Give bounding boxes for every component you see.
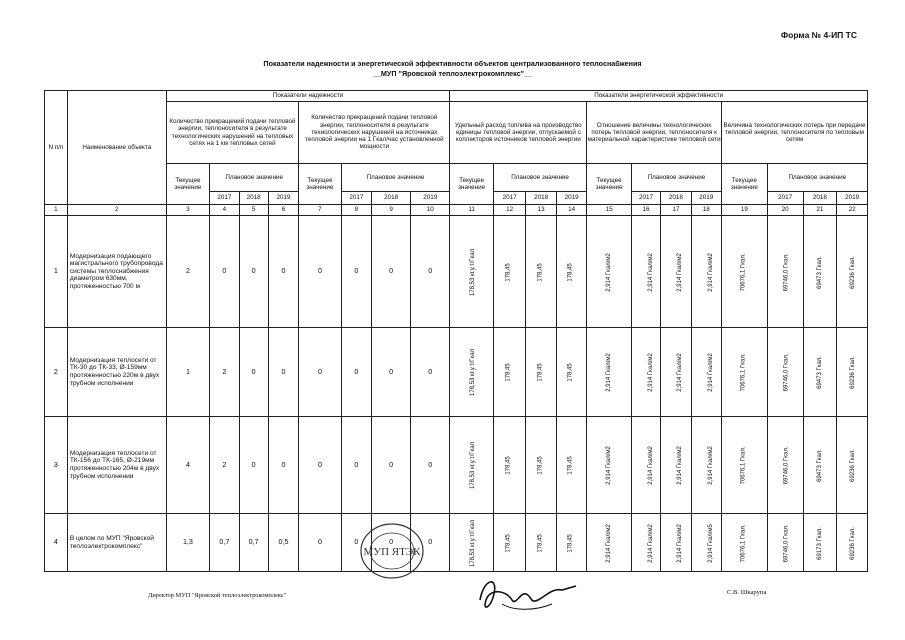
year-cell: 2018 — [526, 192, 556, 205]
value-cell — [450, 514, 493, 572]
value-cell — [803, 417, 837, 514]
year-cell: 2019 — [837, 192, 868, 205]
rotated-value: 69236 Гкал. — [850, 255, 857, 289]
rotated-value: 70676,1 Гкал. — [740, 353, 747, 392]
rotated-value: 69236 Гкал. — [850, 526, 857, 560]
column-number: 3 — [166, 205, 209, 216]
rotated-value: 178,45 — [506, 262, 513, 282]
value-cell — [631, 514, 660, 572]
row-number: 3 — [45, 417, 68, 514]
table-row — [45, 514, 868, 572]
rotated-value: 2,914 Гкал/м2 — [605, 446, 612, 485]
value-cell — [493, 417, 526, 514]
value-cell — [587, 417, 632, 514]
value-cell: 0,5 — [268, 514, 298, 572]
value-cell: 0 — [372, 216, 411, 328]
document-title: Показатели надежности и энергетической эффективности объектов централизованного теплоснабжения — [263, 59, 642, 68]
value-cell — [661, 514, 691, 572]
value-cell: 1,3 — [166, 514, 209, 572]
value-cell — [556, 328, 586, 417]
value-cell: 0 — [341, 328, 371, 417]
rotated-value: 178,45 — [568, 262, 575, 282]
object-name: Модернизация теплосети от ТК-156 до ТК-165, Ø-219мм протяженностью 204м в двух трубном исполнении — [67, 417, 166, 514]
rotated-value: 178,53 кг.у.т/Гкал — [470, 519, 477, 567]
value-cell: 0 — [411, 328, 450, 417]
value-cell: 2 — [210, 417, 239, 514]
column-number: 5 — [239, 205, 268, 216]
rotated-value: 69746,0 Гкал. — [783, 524, 790, 562]
rotated-value: 178,53 кг.у.т/Гкал — [470, 441, 477, 490]
value-cell: 0 — [341, 514, 371, 572]
header-name: Наименование объекта — [67, 91, 166, 205]
value-cell: 0 — [268, 417, 298, 514]
column-number: 20 — [767, 205, 803, 216]
rotated-value: 2,914 Гкал/м2 — [605, 353, 612, 392]
rotated-value: 178,45 — [568, 456, 575, 475]
rotated-value: 2,914 Гкал/м2 — [647, 353, 654, 392]
column-number: 7 — [299, 205, 341, 216]
value-cell — [631, 417, 660, 514]
value-cell: 0 — [299, 216, 341, 328]
year-cell: 2017 — [210, 192, 239, 205]
value-cell: 1 — [166, 328, 209, 417]
rotated-value: 2,914 Гкал/м2 — [707, 353, 714, 392]
value-cell: 0 — [239, 417, 268, 514]
column-number: 13 — [526, 205, 556, 216]
rotated-value: 69746,0 Гкал. — [783, 253, 790, 291]
value-cell — [767, 216, 803, 328]
header-planned: Плановое значение — [341, 164, 450, 192]
rotated-value: 178,45 — [568, 363, 575, 382]
value-cell: 4 — [166, 417, 209, 514]
value-cell — [526, 328, 556, 417]
rotated-value: 178,53 кг.у.т/Гкал — [470, 248, 477, 296]
column-number: 2 — [67, 205, 166, 216]
value-cell — [767, 417, 803, 514]
value-cell — [722, 216, 768, 328]
row-number: 1 — [45, 216, 68, 328]
rotated-value: 69746,0 Гкал. — [783, 353, 790, 392]
header-group-5: Величина технологических потерь при передаче тепловой энергии, теплоносителя по тепловым сетям — [722, 102, 868, 164]
header-current: Текущее значение — [450, 164, 493, 205]
value-cell: 0 — [341, 417, 371, 514]
year-cell: 2019 — [691, 192, 721, 205]
value-cell — [526, 417, 556, 514]
year-cell: 2017 — [341, 192, 371, 205]
rotated-value: 178,45 — [506, 456, 513, 475]
value-cell — [803, 328, 837, 417]
rotated-value: 2,914 Гкал/м2 — [677, 523, 684, 563]
organization-title: __МУП "Яровской теплоэлектрокомплекс"__ — [372, 69, 533, 78]
column-number: 17 — [661, 205, 691, 216]
rotated-value: 2,914 Гкал/м2 — [605, 523, 612, 563]
value-cell: 0 — [239, 328, 268, 417]
value-cell — [631, 328, 660, 417]
column-number: 16 — [631, 205, 660, 216]
value-cell — [587, 216, 632, 328]
value-cell: 0 — [299, 514, 341, 572]
object-name: Модернизация подающего магистрального трубопровода системы теплоснабжения диаметром 630мм, протяженностью 700 м — [67, 216, 166, 328]
value-cell — [837, 514, 868, 572]
header-current: Текущее значение — [587, 164, 632, 205]
value-cell — [493, 216, 526, 328]
column-number: 19 — [722, 205, 768, 216]
rotated-value: 69746,0 Гкал. — [783, 446, 790, 485]
header-reliability: Показатели надежности — [166, 91, 450, 102]
header-current: Текущее значение — [722, 164, 768, 205]
value-cell — [837, 216, 868, 328]
column-number: 18 — [691, 205, 721, 216]
header-group-2: Количество прекращений подачи тепловой энергии, теплоносителя в результате технологических нарушений на источниках тепловой энергии на 1 Гкал/час установленной мощности — [299, 102, 450, 164]
rotated-value: 70676,1 Гкал. — [740, 524, 747, 562]
header-energy: Показатели энергетической эффективности — [450, 91, 868, 102]
rotated-value: 69236 Гкал. — [850, 449, 857, 482]
column-number: 8 — [341, 205, 371, 216]
column-number: 15 — [587, 205, 632, 216]
value-cell: 0 — [268, 216, 298, 328]
object-name: В целом по МУП "Яровской теплоэлектрокомплекс" — [67, 514, 166, 572]
rotated-value: 178,45 — [506, 363, 513, 382]
column-number: 6 — [268, 205, 298, 216]
indicators-table — [44, 90, 868, 572]
column-number: 1 — [45, 205, 68, 216]
value-cell — [837, 328, 868, 417]
rotated-value: 2,914 Гкал/м2 — [647, 523, 654, 563]
rotated-value: 2,914 Гкал/м2 — [677, 252, 684, 292]
value-cell — [631, 216, 660, 328]
value-cell: 0,7 — [210, 514, 239, 572]
rotated-value: 69236 Гкал. — [850, 356, 857, 389]
value-cell — [803, 216, 837, 328]
value-cell — [767, 328, 803, 417]
table-row — [45, 216, 868, 328]
value-cell — [722, 328, 768, 417]
handwritten-signature — [472, 570, 582, 625]
column-number-row — [45, 205, 868, 216]
value-cell — [526, 514, 556, 572]
value-cell — [722, 417, 768, 514]
rotated-value: 178,45 — [537, 363, 544, 382]
value-cell — [803, 514, 837, 572]
rotated-value: 178,45 — [537, 456, 544, 475]
header-planned: Плановое значение — [493, 164, 586, 192]
year-cell: 2018 — [661, 192, 691, 205]
row-number: 2 — [45, 328, 68, 417]
rotated-value: 2,914 Гкал/м5 — [707, 523, 714, 563]
value-cell — [691, 514, 721, 572]
row-number: 4 — [45, 514, 68, 572]
table-row — [45, 328, 868, 417]
value-cell — [837, 417, 868, 514]
value-cell: 0 — [210, 216, 239, 328]
value-cell — [661, 328, 691, 417]
value-cell: 0 — [372, 417, 411, 514]
rotated-value: 178,53 кг.у.т/Гкал — [470, 348, 477, 397]
value-cell: 2 — [210, 328, 239, 417]
header-planned: Плановое значение — [210, 164, 299, 192]
rotated-value: 2,914 Гкал/м2 — [677, 353, 684, 392]
year-cell: 2018 — [239, 192, 268, 205]
column-number: 14 — [556, 205, 586, 216]
rotated-value: 178,45 — [568, 533, 575, 553]
value-cell: 0 — [299, 328, 341, 417]
value-cell: 0,7 — [239, 514, 268, 572]
header-current: Текущее значение — [166, 164, 209, 205]
value-cell: 0 — [411, 417, 450, 514]
header-planned: Плановое значение — [631, 164, 721, 192]
value-cell: 0 — [268, 328, 298, 417]
header-group-1: Количество прекращений подачи тепловой энергии, теплоносителя в результате технологических нарушений на тепловых сетях на 1 км тепловых сетей — [166, 102, 299, 164]
value-cell — [450, 216, 493, 328]
round-stamp — [357, 520, 427, 587]
form-number: Форма № 4-ИП ТС — [780, 30, 857, 40]
rotated-value: 69473 Гкал. — [816, 356, 823, 389]
value-cell — [450, 328, 493, 417]
rotated-value: 2,914 Гкал/м2 — [707, 446, 714, 485]
year-cell: 2019 — [268, 192, 298, 205]
value-cell: 2 — [166, 216, 209, 328]
value-cell — [493, 328, 526, 417]
header-no: N п/п — [45, 91, 68, 205]
year-cell: 2018 — [372, 192, 411, 205]
value-cell — [661, 417, 691, 514]
rotated-value: 69473 Гкал. — [816, 255, 823, 289]
rotated-value: 2,914 Гкал/м2 — [605, 252, 612, 292]
value-cell: 0 — [239, 216, 268, 328]
rotated-value: 70676,1 Гкал. — [740, 446, 747, 485]
rotated-value: 2,914 Гкал/м2 — [707, 252, 714, 292]
director-name: С.В. Шкарупа — [727, 589, 767, 596]
year-cell: 2018 — [803, 192, 837, 205]
value-cell — [691, 216, 721, 328]
value-cell — [691, 328, 721, 417]
year-cell: 2019 — [411, 192, 450, 205]
year-cell: 2017 — [767, 192, 803, 205]
column-number: 21 — [803, 205, 837, 216]
value-cell — [587, 514, 632, 572]
value-cell — [767, 514, 803, 572]
column-number: 9 — [372, 205, 411, 216]
column-number: 10 — [411, 205, 450, 216]
column-number: 22 — [837, 205, 868, 216]
value-cell — [526, 216, 556, 328]
rotated-value: 178,45 — [537, 533, 544, 553]
column-number: 11 — [450, 205, 493, 216]
value-cell — [691, 417, 721, 514]
object-name: Модернизация теплосети от ТК-30 до ТК-33, Ø-159мм протяженностью 220м в двух трубном исполнении — [67, 328, 166, 417]
year-cell: 2019 — [556, 192, 586, 205]
rotated-value: 2,914 Гкал/м2 — [647, 446, 654, 485]
value-cell — [722, 514, 768, 572]
rotated-value: 178,45 — [506, 533, 513, 553]
header-current: Текущее значение — [299, 164, 341, 205]
year-cell: 2017 — [631, 192, 660, 205]
value-cell: 0 — [411, 514, 450, 572]
value-cell: 0 — [411, 216, 450, 328]
column-number: 4 — [210, 205, 239, 216]
value-cell — [556, 417, 586, 514]
rotated-value: 70676,1 Гкал. — [740, 253, 747, 291]
value-cell — [661, 216, 691, 328]
value-cell — [450, 417, 493, 514]
rotated-value: 69173 Гкал. — [816, 526, 823, 560]
value-cell: 0 — [372, 328, 411, 417]
rotated-value: 69473 Гкал. — [816, 449, 823, 482]
value-cell — [556, 514, 586, 572]
director-caption: Директор МУП "Яровской теплоэлектрокомплекс" — [148, 592, 287, 599]
table-row — [45, 417, 868, 514]
header-planned: Плановое значение — [767, 164, 867, 192]
value-cell — [587, 328, 632, 417]
header-group-3: Удельный расход топлива на производство единицы тепловой энергии, отпускаемой с коллекторов источников тепловой энергии — [450, 102, 587, 164]
value-cell: 0 — [299, 417, 341, 514]
column-number: 12 — [493, 205, 526, 216]
rotated-value: 2,914 Гкал/м2 — [647, 252, 654, 292]
year-cell: 2017 — [493, 192, 526, 205]
stamp-text: МУП ЯТЭК — [363, 546, 421, 558]
value-cell — [556, 216, 586, 328]
value-cell: 0 — [341, 216, 371, 328]
header-group-4: Отношение величины технологических потерь тепловой энергии, теплоносителя к материальной характеристике тепловой сети — [587, 102, 722, 164]
rotated-value: 178,45 — [537, 262, 544, 282]
value-cell — [493, 514, 526, 572]
value-cell: 0 — [372, 514, 411, 572]
rotated-value: 2,914 Гкал/м2 — [677, 446, 684, 485]
